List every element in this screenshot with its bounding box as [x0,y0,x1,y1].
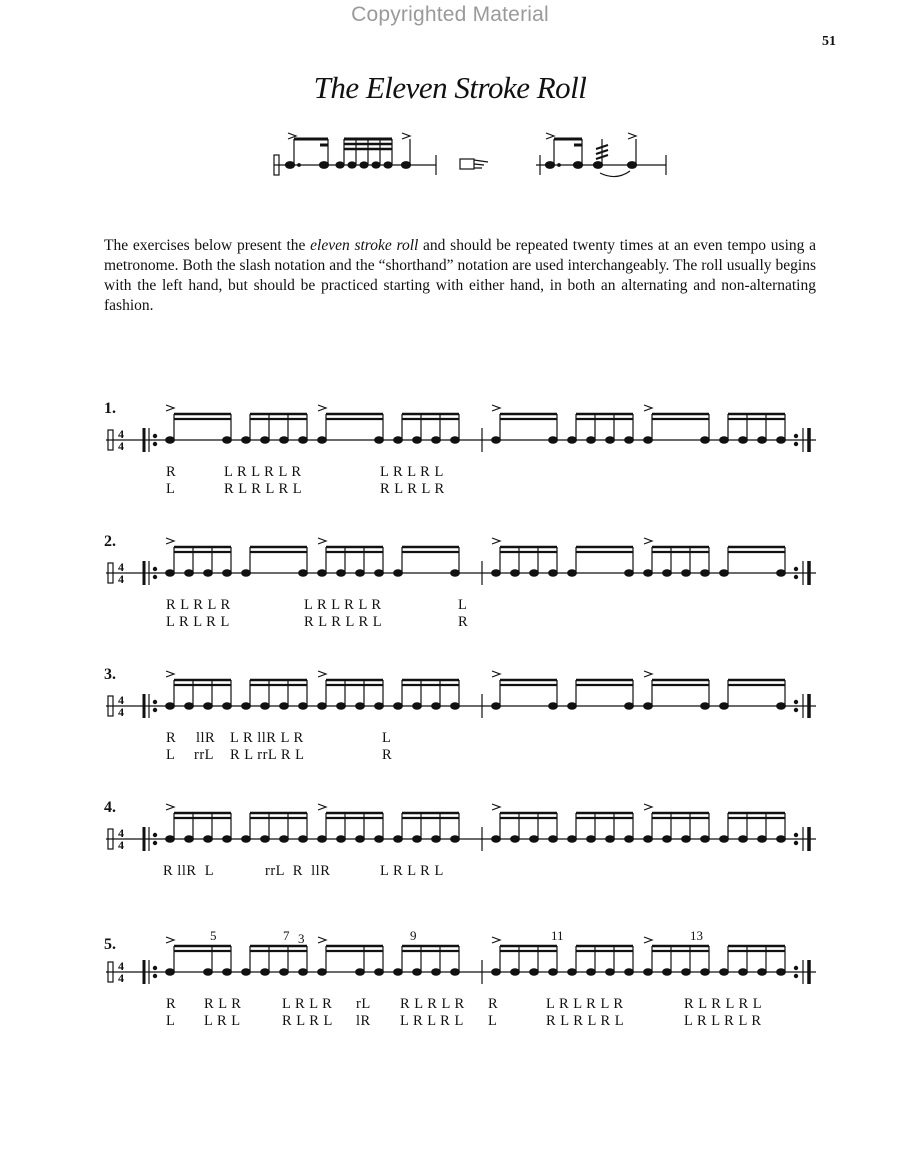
sticking-bottom: L R L R L R L R L R L R [166,481,445,497]
exercise-3 [0,666,900,776]
svg-text:4: 4 [118,572,124,586]
svg-text:4: 4 [118,693,124,707]
drum-staff [0,666,900,730]
watermark: Copyrighted Material [351,3,549,26]
svg-text:4: 4 [118,959,124,973]
intro-paragraph: The exercises below present the eleven stroke roll and should be repeated twenty times at an even tempo using a metronome. Both the slash notation and the “shorthand” notation are used interchangeably. The roll usually begins with the left hand, but should be practiced starting with either hand, in both an alternating and non-alternating fashion. [104,237,816,314]
sticking-top: R llR L rrL R llR L R L R L [163,863,444,879]
drum-staff [0,932,900,996]
exercise-5 [0,928,900,1042]
page-title: The Eleven Stroke Roll [313,70,587,105]
svg-text:4: 4 [118,560,124,574]
svg-text:4: 4 [118,439,124,453]
sticking-bottom: L L R L R L R L lR L R L R L L R L R L R L L R L R L R [166,1013,762,1029]
exercise-number: 3. [104,666,116,683]
svg-text:4: 4 [118,705,124,719]
sticking-top: R llR L R llR L R L [166,730,392,746]
drum-staff [0,400,900,464]
exercise-number: 4. [104,799,116,816]
exercise-number: 2. [104,533,116,550]
header-roll-notation [260,125,680,185]
svg-text:4: 4 [118,838,124,852]
exercise-number: 1. [104,400,116,417]
drum-staff [0,533,900,597]
exercise-number: 5. [104,936,116,953]
sticking-top: R R L R L R L R rL R L R L R R L R L R L R R L R L R L [166,996,763,1012]
svg-text:4: 4 [118,971,124,985]
sticking-top: R L R L R L R L R L R L [166,597,468,613]
svg-text:4: 4 [118,826,124,840]
sticking-bottom: L R L R L R L R L R L R [166,614,469,630]
sticking-bottom: L rrL R L rrL R L R [166,747,393,763]
drum-staff [0,799,900,863]
svg-text:4: 4 [118,427,124,441]
exercise-2 [0,533,900,643]
tuplet-numbers: 5 7 3 9 11 13 [210,928,703,946]
exercise-4 [0,799,900,909]
exercise-1 [0,400,900,510]
sticking-top: R L R L R L R L R L R L [166,464,444,480]
page-number: 51 [822,34,836,49]
